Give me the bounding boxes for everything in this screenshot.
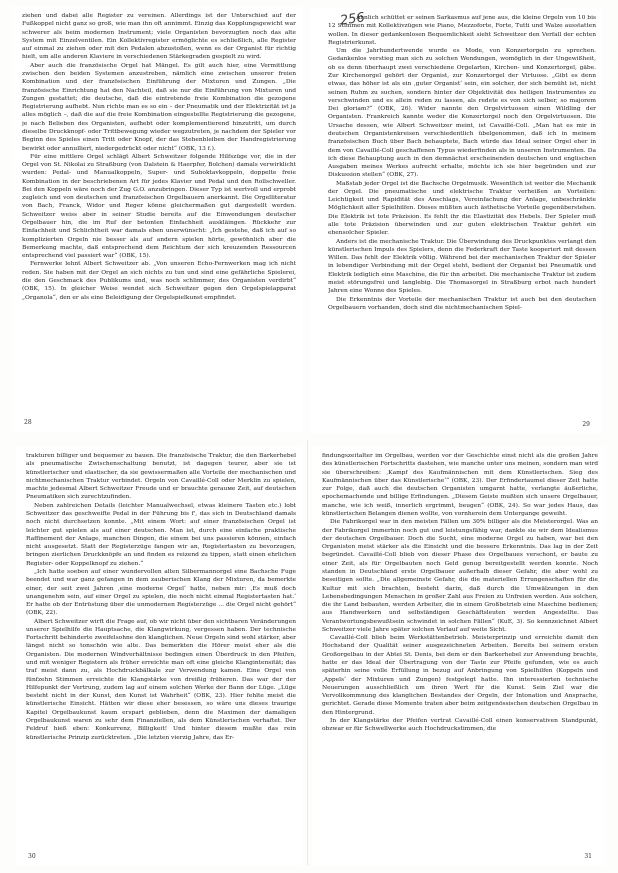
page-28-paragraph: Für eine mittlere Orgel schlägt Albert Schweitzer folgende Hilfszüge vor, die in der Orgel von St. Nikolai zu Straßburg (von Dalstein & Haerpfer, Bolchen) damals verwirklicht wurden: Pedal- und Manualkoppeln, Super- und Suboktavkoppeln, doppelte freie Kombination in der beschriebenen Art für jedes Klavier und Pedal und den Rollschweller. Bei den Koppeln wäre noch der Zug G.O. anzubringen. Dieser Typ ist wertvoll und erprobt zugleich und von deutschen und französischen Orgelbauern anerkannt. Die Orgelliteratur von Bach, Franck, Widor und Reger könne gleichermaßen gut dargestellt werden. Schweitzer weiss aber in seiner Studie bereits auf die Einwendungen deutscher Orgelbauer hin, die im Ruf der betonten Einfachheit auskläingen. Rückkehr zur Einfachheit und Schlichtheit war damals eben unerwünscht: „Ich gestehe, daß ich auf so komplizierten Orgeln nie besser als auf andern spielen hörte, gewöhnlich aber die Bemerkung machte, daß entsprechend dem Reichtum der sich kreuzenden Ressourcen entsprechend viel passiert war“ (OBK, 15).	[22, 153, 296, 260]
handwritten-page-mark: 256	[339, 10, 366, 29]
page-31-text-column	[322, 452, 598, 844]
page-29-paragraph: Maßstab jeder Orgel ist die Bachsche Orgelmusik. Wesentlich ist weiter die Mechanik der Orgel. Die pneumatische und elektrische Traktur verheißen an Vorteilen: Leichtigkeit und Rapidität des Anschlags, Vereinfachung der Anlage, unbeschränkte Möglichkeit aller Spielhilfen. Dieses müßten auch ästhetische Vorteile gegenüberstehen. Die Elektrik ist tote Präzision. Es fehlt ihr die Elastizität des Hebels. Der Spieler muß alle tote Präzision überwinden und zur guten elektrischen Traktur gehört ein ebensolcher Spieler.	[328, 180, 596, 237]
page-30-paragraph: Albert Schweitzer wirft die Frage auf, ob wir nicht über den sichtbaren Veränderungen unserer Spielhilfe die Hauptsache, die Klangwirkung, vergessen haben. Der technische Fortschritt behinderte zweifelsohne den klanglichen. Neue Orgeln sind wohl stärker, aber längst nicht so tonschön wie alte. Das bemerkten die Hörer meist eher als die Organisten. Die modernen Windverhältnisse bedingen einen Überdruck in den Pfeifen, und mit weniger Registern als früher erreichte man oft eine gleiche Klangintensität; das traf meist dann zu, als Hochdruckbälkale zur Verwendung kamen. Eine Orgel von fünfzehn Stimmen erreichte die Klangstärke von dreißig früheren. Das war der der Hilfepunkt der Vertrung, zudem lag auf einem solchen Werke der Bann der Lüge. „Lüge besteht nicht in der Kunst, den Kunst ist Wahrheit“ (OBK, 23). Hier fehlte meist die künstlerische Einsicht. Hätten wir diese eher besessen, so wäre uns dieses traurige Kapitel Orgelbaukunst kaum erspart geblieben, denn die Maximen der damaligen Orgelbaukunst waren zu sehr dem Finanziellen, als dem Künstlerischen verhaftet. Der Feldruf hieß eben: Konkurrenz, Billigkeit! Und hinter diesem mußte das rein künstlerische Prinzip zurücktreten. „Die letzten vierzig Jahre, das Er-	[26, 618, 296, 741]
page-29	[310, 8, 602, 434]
page-29-paragraph: Anders ist die mechanische Traktur. Die Überwindung des Druckpunktes verlangt den künstlerischen Impuls des Spielers, denn die Federkraft der Taste kooperiert mit dessen Willen. Das fehlt der Elektrik völlig. Während bei der mechanischen Traktur der Spieler in lebendiger Verbindung mit der Orgel steht, bedient der Organist bei Pneumatik und Elektrik lediglich eine Maschine, die für ihn arbeitet. Die mechanische Traktur ist zudem meist störungsfrei und langlebig. Die Thomasorgel in Straßburg erbot nach hundert Jahren eine Wonne des Spieles.	[328, 238, 596, 295]
page-28-text-column	[22, 12, 296, 410]
page-30-paragraph: trakturen billiger und bequemer zu bauen. Die französische Traktur, die den Barkerhebel als pneumatische Zwischenschaltung benutzt, ist dagegen teurer, aber sie ist künstlerischer und elastischer, da sie gewissermaßen alle Vorteile der mechanischen und nichtmechanischen Traktur verbindet. Orgeln von Cavaillé-Coll oder Merklin zu spielen, machte jedesmal Albert Schweitzer Freude und er brauchte gerauме Zeit, auf deutschen Pneumatiken sich zurechtzufinden.	[26, 453, 296, 501]
page-28	[12, 6, 302, 432]
gutter-divider	[307, 440, 308, 865]
page-31	[312, 446, 604, 866]
page-30-paragraph: Neben zahlreichen Details (leichter Manualwechsel, etwas kleinere Tasten etc.) lobt Schweitzer das geschweifte Pedal in der Führung bis f', das sich in Deutschland damals noch nicht durchsetzen konnte. „Mit einem Wort: auf einer französischen Orgel ist leichter gut spielen als auf einer deutschen. Man ist, durch eine einfache praktische Raffinement der Anlage, manchen Dingen, die einem bei uns passieren können, einfach nicht ausgesetzt. Statt der Registerzüge fangen wir an, Registertasten zu bevorzugen, bringen zierlichen Druckknöpfe an und finden es reizend zu tippen, statt einen ehrlichen Register- oder Koppelknopf zu ziehen.“	[26, 502, 296, 567]
page-28-paragraph: Aber auch die französische Orgel hat Mängel. Es gilt auch hier, eine Vermittlung zwischen den beiden Systemen anzustreben, nämlich eine zwischen unserer freien Kombination und der französischen Einführung der Mixturen und Zungen. „Die französische Einrichtung hat den Nachteil, daß sie nur die Einführung von Mixturen und Zungen gestattet; die deutsche, daß die eintretende freie Kombination die gezogene Registrierung aufhebt. Nun richte man es so ein – der Pneumatik und der Elektrizität ist ja alles möglich –, daß die auf die freie Kombination eingestellte Registrierung die gezogene, je nach Belieben des Organisten, aufhebt oder komplementierend hinzutritt, um durch dieselbe Druckknopf- oder Trittbewegung wieder wegzutreten, je nachdem der Spieler vor Beginn des Spieles einen Tritt oder Knopf, der das Stehenbleiben der Handregistrierung bewirkt oder annulliert, niedergedrückt oder nicht“ (OBK, 13 f.).	[22, 62, 296, 152]
page-28-paragraph: Fernwerke lehnt Albert Schweitzer ab. „Von unseren Echo-Fernwerken mag ich nicht reden. Sie haben mit der Orgel an sich nichts zu tun und sind eine gefährliche Spielerei, die den Geschmack des Publikums und, was noch schlimmer, des Organisten verdirbt“ (OBK, 15). In gleicher Weise wendet sich Schweitzer gegen den Orgelspielapparat „Organola“, den er als eine Beleidigung der Orgelspielkunst empfindet.	[22, 261, 296, 301]
page-30	[16, 446, 302, 866]
page-29-paragraph: Die Erkenntnis der Vorteile der mechanischen Traktur ist auch bei den deutschen Orgelbauern vorhanden, doch sind die nichtmechanischen Spiel-	[328, 296, 596, 311]
page-31-paragraph: findungszeitalter im Orgelbau, werden vor der Geschichte einst nicht als die großen Jahre des künstlerischen Fortschritts dastehen, wie manche unter uns meinen, sondern man wird sie überschreiben: ‚Kampf des Kaufmännischen mit dem Künstlerischen. Sieg des Kaufmännischen über das Künstlerische‘“ (OBK, 23). Der Erfindertaumel dieser Zeit hatte zur Folge, daß auch die deutschen Organisten umgarnt hatte, verlangte äußerliche, epochemachende und billige Erfindungen. „Diesem Geiste mußten sich unsere Orgelbauer, manche, wie ich weiß, innerlich ergrimmt, beugen“ (OBK, 24). So war jedes Haus, das künstlerischen Belangen dienen wollte, von vornherein dem Untergange geweiht.	[322, 453, 598, 517]
page-29-paragraph: Um die Jahrhundertwende wurde es Mode, von Konzertorgeln zu sprechen. Gedankenlos verstieg man sich zu solchen Wendungen, womöglich in der Ungewißheit, ob es denn überhaupt zwei verschiedene Orgelarten, Kirchen- und Konzertorgel, gäbe. Zur Kirchenorgel gehört der Organist, zur Konzertorgel der Virtuose. „Gibt es denn etwas, das höher ist als ein ‚guter Organist‘ sein, ein solcher, der sich bemüht ist, nicht seinen Ruhm zu suchen, sondern hinter der Objektivität des heiligen Instrumentes zu verschwinden und es allein reden zu lassen, als redete es von sich selber, so majorem Dei gloriam?“ (OBK, 26). Wider nannte den Orgelvirtuosen einen Wildling der Organisten. Frankreich kannte weder die Konzertorgel noch den Orgelvirtuosen. Die Ursache dessen, wie Albert Schweitzer meint, ist Cavaillé-Coll. „Man hat es mir in deutschen Organistenkreisen verschiedentlich übelgenommen, daß ich in meinem französischen Buch über Bach behauptete, Bach würde das Ideal seiner Orgel eher in dem von Cavaillé-Coll geschaffenen Typus wiederfinden als in unseren Instrumenten. Da ich diese Behauptung auch in den demnächst erscheinenden deutschen und englischen Ausgaben meines Werkes aufrecht erhalte, möchte ich sie hier begründen und zur Diskussion stellen“ (OBK, 27).	[328, 48, 596, 179]
page-31-paragraph: In der Klangstärke der Pfeifen vertrat Cavaillé-Coll einen konservativen Standpunkt, obzwar er für Schwellwerke auch Hochdruckstimmen, die	[322, 718, 598, 733]
page-number: 30	[28, 853, 36, 860]
page-number: 28	[24, 419, 32, 426]
page-31-paragraph: Cavaillé-Coll blieb beim Werkstättenbetrieb. Meisterprinzip und erreichte damit den Hochstand der Qualität seiner ausgezeichneten Arbeiten. Bereits bei seinem ersten Großorgelbau in der Abtei St. Denis, bei dem er den Barkerhebel zur Anwendung brachte, hatte er das Ideal der Übertragung von der Taste zur Pfeife gefunden, wie es auch späterhin seine volle Erfüllung in bezug auf Anbringung von Spielhilfen (Koppeln und ‚Appels‘ der Mixturen und Zungen) festgelegt hatte. Ihn interessierten technische Neuerungen ausschließlich um ihren Wert für die Kunst. Sein Ziel war die Vervollkommnung des klanglichen Bestandes der Orgeln, der Intonation und Ansprache, gerichtet. Gerade diese Momente traten aber beim zeitgenössischen deutschen Orgelbau in den Hintergrund.	[322, 635, 598, 716]
page-28-paragraph: ziehen und dabei alle Register zu vereinen. Allerdings ist der Unterschied auf der Fußkoppel nicht ganz so groß, wie man ihn oft annimmt. Einzig das Kopplungsgewicht war schwerer als beim modernen Instrument; viele Organisten bevorzugten noch das alte System mit Einzelventilen. Ein Kollektivregister ermöglichte es schließlich, alle Register auf einmal zu ziehen oder mit den Pedalen abzustoßen, wenn es der Organist für richtig hielt, um alle anderen Klaviere in verschiedenen Stärkegraden gespielt zu wird.	[22, 13, 296, 61]
page-30-paragraph: „Ich hatte soeben auf einer wundervollen alten Silbermannorgel eine Bachsche Fuge beendet und war ganz gefangen in dem zauberischen Klang der Mixturen, da bemerkte einer, der seit zwei Jahren ‚eine moderne Orgel‘ hatte, neben mir: ‚Es muß doch unangenehm sein, auf einer Orgel zu spielen, die noch nicht einmal Registertasten hat.‘ Er hatte ob der Entrüstung über die unmodernen Registerzüge ... die Orgel nicht gehört“ (OBK, 22).	[26, 568, 296, 617]
page-31-paragraph: Die Fabrikorgel war in den meisten Fällen um 30% billiger als die Meisterorgel. Was an der Fabrikorgel immerhin noch gut und leistungsfähig war, dankte sie wir dem Idealismus der deutschen Orgelbauer. Doch die Sucht, eine moderne Orgel zu haben, war bei den Organisten meist stärker als die Einsicht und die bessere Erkenntnis. Das lag in der Zeit begründet. Cavaillé-Coll blieb von dieser Phase des Orgelbaues verschont, er baute zu einer Zeit, als für Orgelbauten noch Geld genug bereitgestellt werden konnte. Noch standen in Deutschland erste Orgelbauer außerhalb dieser Gefahr, die aber wohl zu beseitigen sollte. „Die allgemeinste Gefahr, die die materiellen Errungenschaften für die Kultur mit sich brachten, besteht darin, daß durch die Umwälzungen in den Lebensbedingungen Menschen in großer Zahl aus Freien zu Unfreien werden. Aus solchen, die ihr Land bebauten, werden Arbeiter, die in einem Großbetrieb eine Maschine bedienen; aus Handwerkern und selbständigen Geschäftsleuten werden Angestellte. Das Verantwortungsbewußtsein schwindet in solchen Fällen“ (KuE, 3). So kennzeichnet Albert Schweitzer viele Jahre später solchen Verlauf auf weite Sicht.	[322, 519, 598, 633]
page-29-text-column	[328, 14, 596, 412]
page-30-text-column	[26, 452, 296, 844]
page-29-paragraph: Ähnlich schüttet er seinen Sarkasmus auf jene aus, die kleine Orgeln von 10 bis 12 Stimmen mit Kollektivzügen wie Piano, Mezzoforte, Forte, Tutti und Walze ausstatten wollen. In dieser gedankenlosen Bequemlichkeit sieht Schweitzer den Verfall der echten Registrierkunst.	[328, 15, 596, 46]
page-number: 29	[582, 421, 590, 428]
page-number: 31	[584, 853, 592, 860]
